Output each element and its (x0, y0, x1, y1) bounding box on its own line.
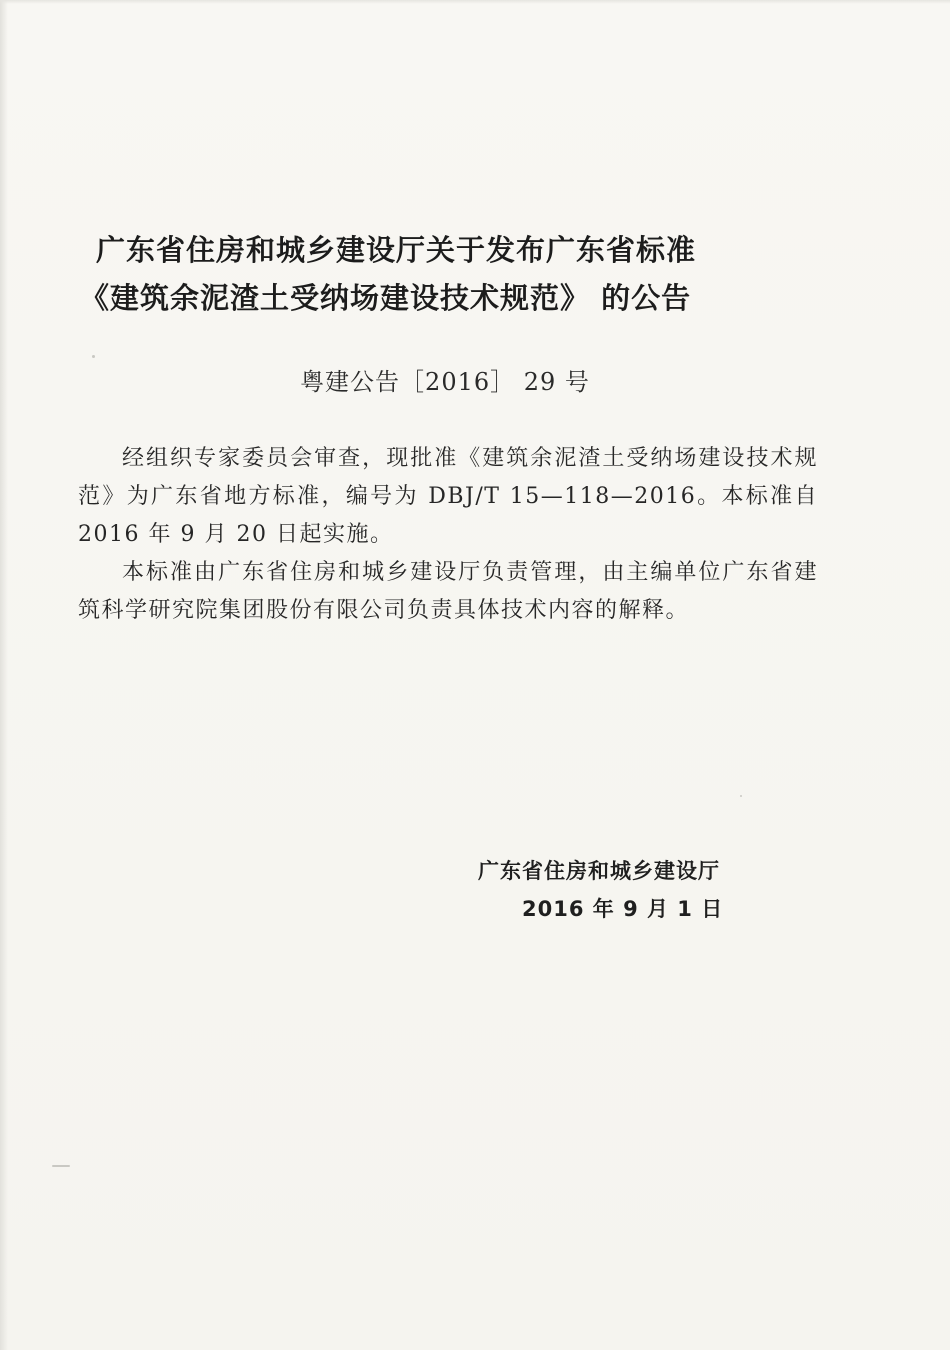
document-number: 粤建公告［2016］ 29 号 (300, 368, 590, 396)
issue-date: 2016 年 9 月 1 日 (522, 897, 724, 921)
body-paragraph-management: 本标准由广东省住房和城乡建设厅负责管理，由主编单位广东省建筑科学研究院集团股份有限公司负责具体技术内容的解释。 (78, 560, 818, 623)
signature-block (470, 852, 790, 928)
scan-speck (52, 1165, 70, 1167)
announcement-title (80, 226, 880, 322)
title-line-1: 广东省住房和城乡建设厅关于发布广东省标准 (96, 233, 697, 267)
page-top-shadow (0, 0, 950, 4)
scan-speck (92, 355, 95, 358)
body-paragraph-approval: 经组织专家委员会审查，现批准《建筑余泥渣土受纳场建设技术规范》为广东省地方标准，编号为 DBJ/T 15—118—2016。本标准自 2016 年 9 月 20 日起实施。 (78, 446, 818, 547)
issuing-organization: 广东省住房和城乡建设厅 (478, 859, 720, 883)
announcement-body (78, 440, 818, 630)
scan-speck (740, 795, 742, 797)
page-edge-shadow (0, 0, 8, 1350)
title-line-2: 《建筑余泥渣土受纳场建设技术规范》 的公告 (80, 281, 692, 315)
